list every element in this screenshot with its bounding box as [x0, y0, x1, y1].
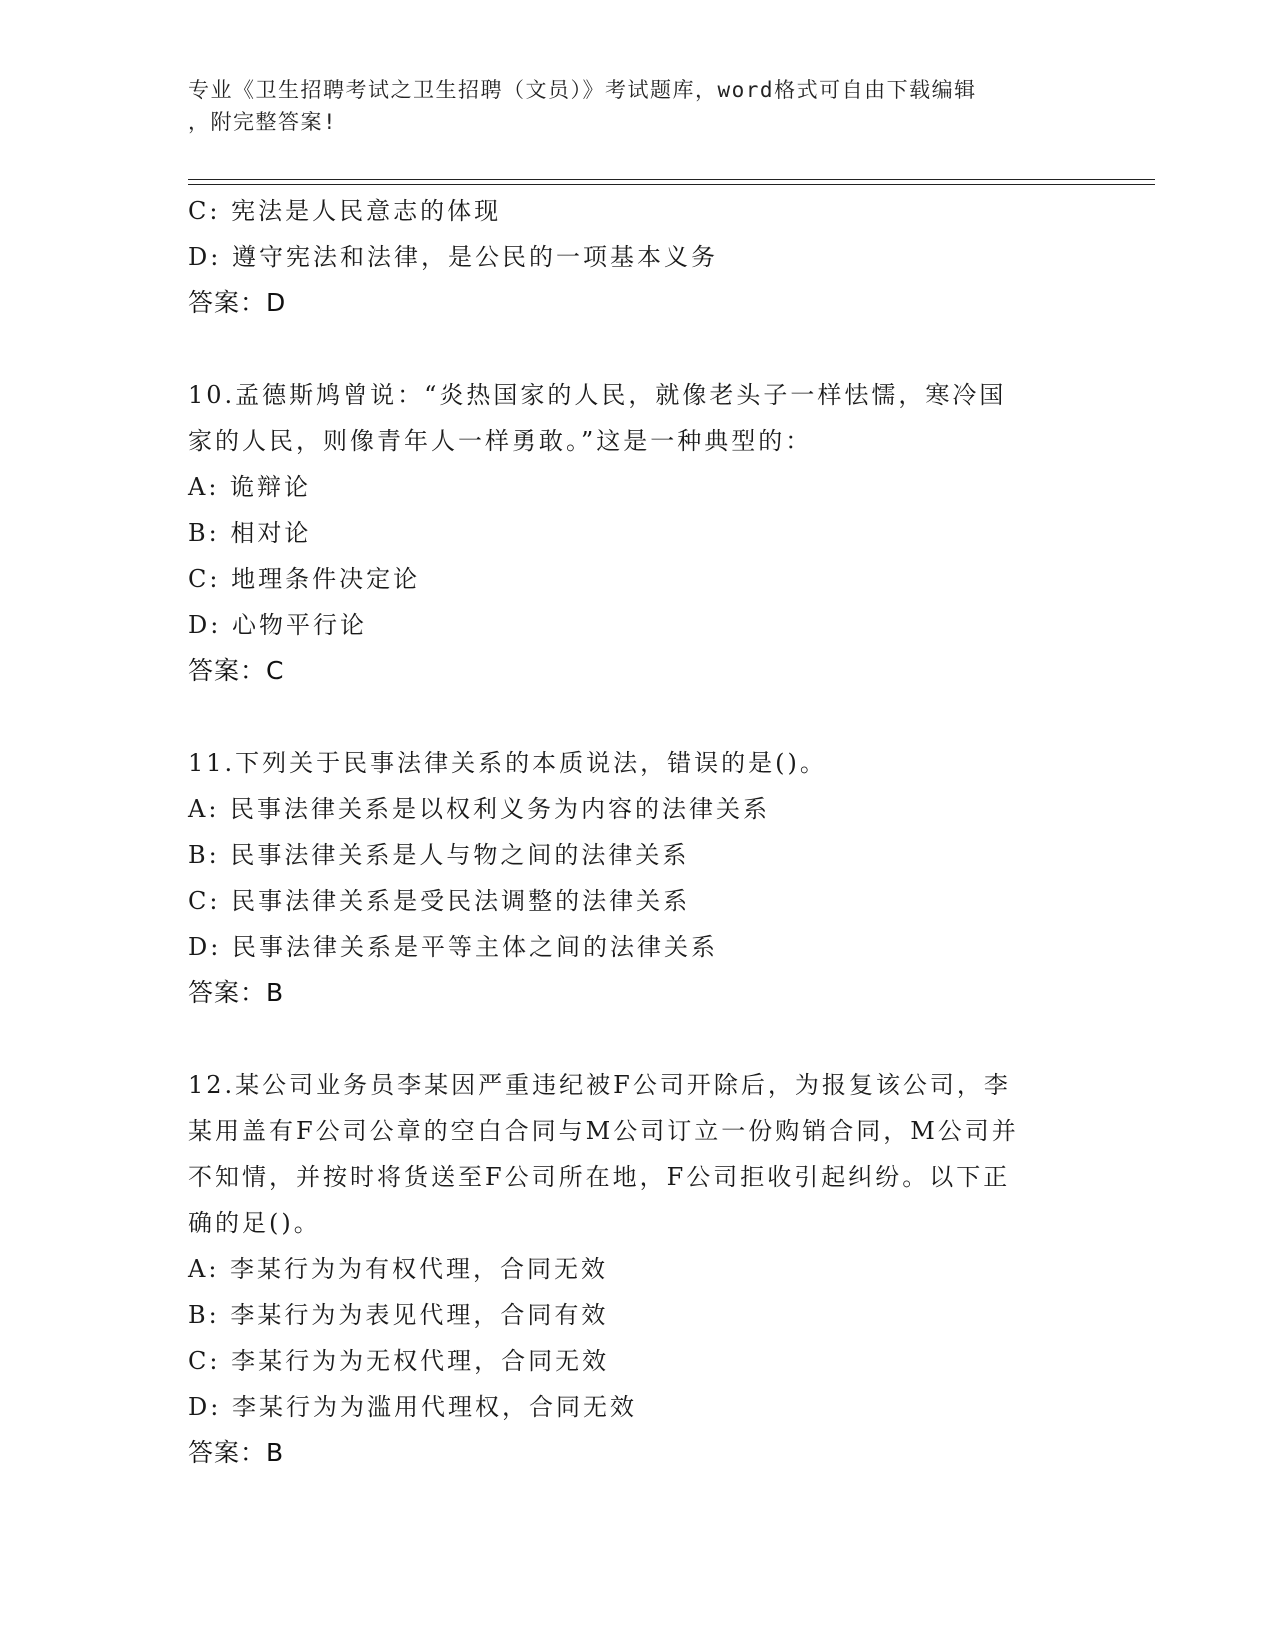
q12-stem-line-2: 某用盖有F公司公章的空白合同与M公司订立一份购销合同，M公司并 [188, 1117, 1019, 1145]
q11-stem-line-1: 11.下列关于民事法律关系的本质说法，错误的是()。 [188, 749, 827, 777]
q10-option-d: D: 心物平行论 [188, 611, 367, 639]
q12-option-b: B: 李某行为为表见代理，合同有效 [188, 1301, 609, 1329]
q9-option-c: C: 宪法是人民意志的体现 [188, 197, 502, 225]
q11-option-c: C: 民事法律关系是受民法调整的法律关系 [188, 887, 691, 915]
spacer [188, 326, 1088, 372]
header-divider-bottom [188, 184, 1155, 185]
header-line-2: ，附完整答案! [188, 110, 338, 134]
q12-answer: 答案：B [188, 1438, 285, 1467]
header-line-1: 专业《卫生招聘考试之卫生招聘（文员）》考试题库，word格式可自由下载编辑 [188, 78, 977, 102]
q9-answer: 答案：D [188, 288, 287, 317]
header-divider-top [188, 179, 1155, 180]
q12-option-d: D: 李某行为为滥用代理权，合同无效 [188, 1393, 637, 1421]
spacer [188, 1016, 1088, 1062]
q10-option-b: B: 相对论 [188, 519, 312, 547]
q12-option-a: A: 李某行为为有权代理，合同无效 [188, 1255, 609, 1283]
q12-stem-line-1: 12.某公司业务员李某因严重违纪被F公司开除后，为报复该公司，李 [188, 1071, 1011, 1099]
q10-option-a: A: 诡辩论 [188, 473, 312, 501]
q10-answer: 答案：C [188, 656, 285, 685]
spacer [188, 694, 1088, 740]
q10-stem-line-2: 家的人民，则像青年人一样勇敢。”这是一种典型的： [188, 427, 813, 455]
q9-option-d: D: 遵守宪法和法律，是公民的一项基本义务 [188, 243, 718, 271]
q11-option-d: D: 民事法律关系是平等主体之间的法律关系 [188, 933, 718, 961]
q11-option-a: A: 民事法律关系是以权利义务为内容的法律关系 [188, 795, 771, 823]
q10-option-c: C: 地理条件决定论 [188, 565, 421, 593]
q12-option-c: C: 李某行为为无权代理，合同无效 [188, 1347, 610, 1375]
document-header [188, 74, 1088, 138]
q12-stem-line-3: 不知情，并按时将货送至F公司所在地，F公司拒收引起纠纷。以下正 [188, 1163, 1011, 1191]
q10-stem-line-1: 10.孟德斯鸠曾说：“炎热国家的人民，就像老头子一样怯懦，寒冷国 [188, 381, 1007, 409]
q11-option-b: B: 民事法律关系是人与物之间的法律关系 [188, 841, 690, 869]
q11-answer: 答案：B [188, 978, 285, 1007]
question-list [188, 188, 1088, 1476]
q12-stem-line-4: 确的足()。 [188, 1209, 321, 1237]
